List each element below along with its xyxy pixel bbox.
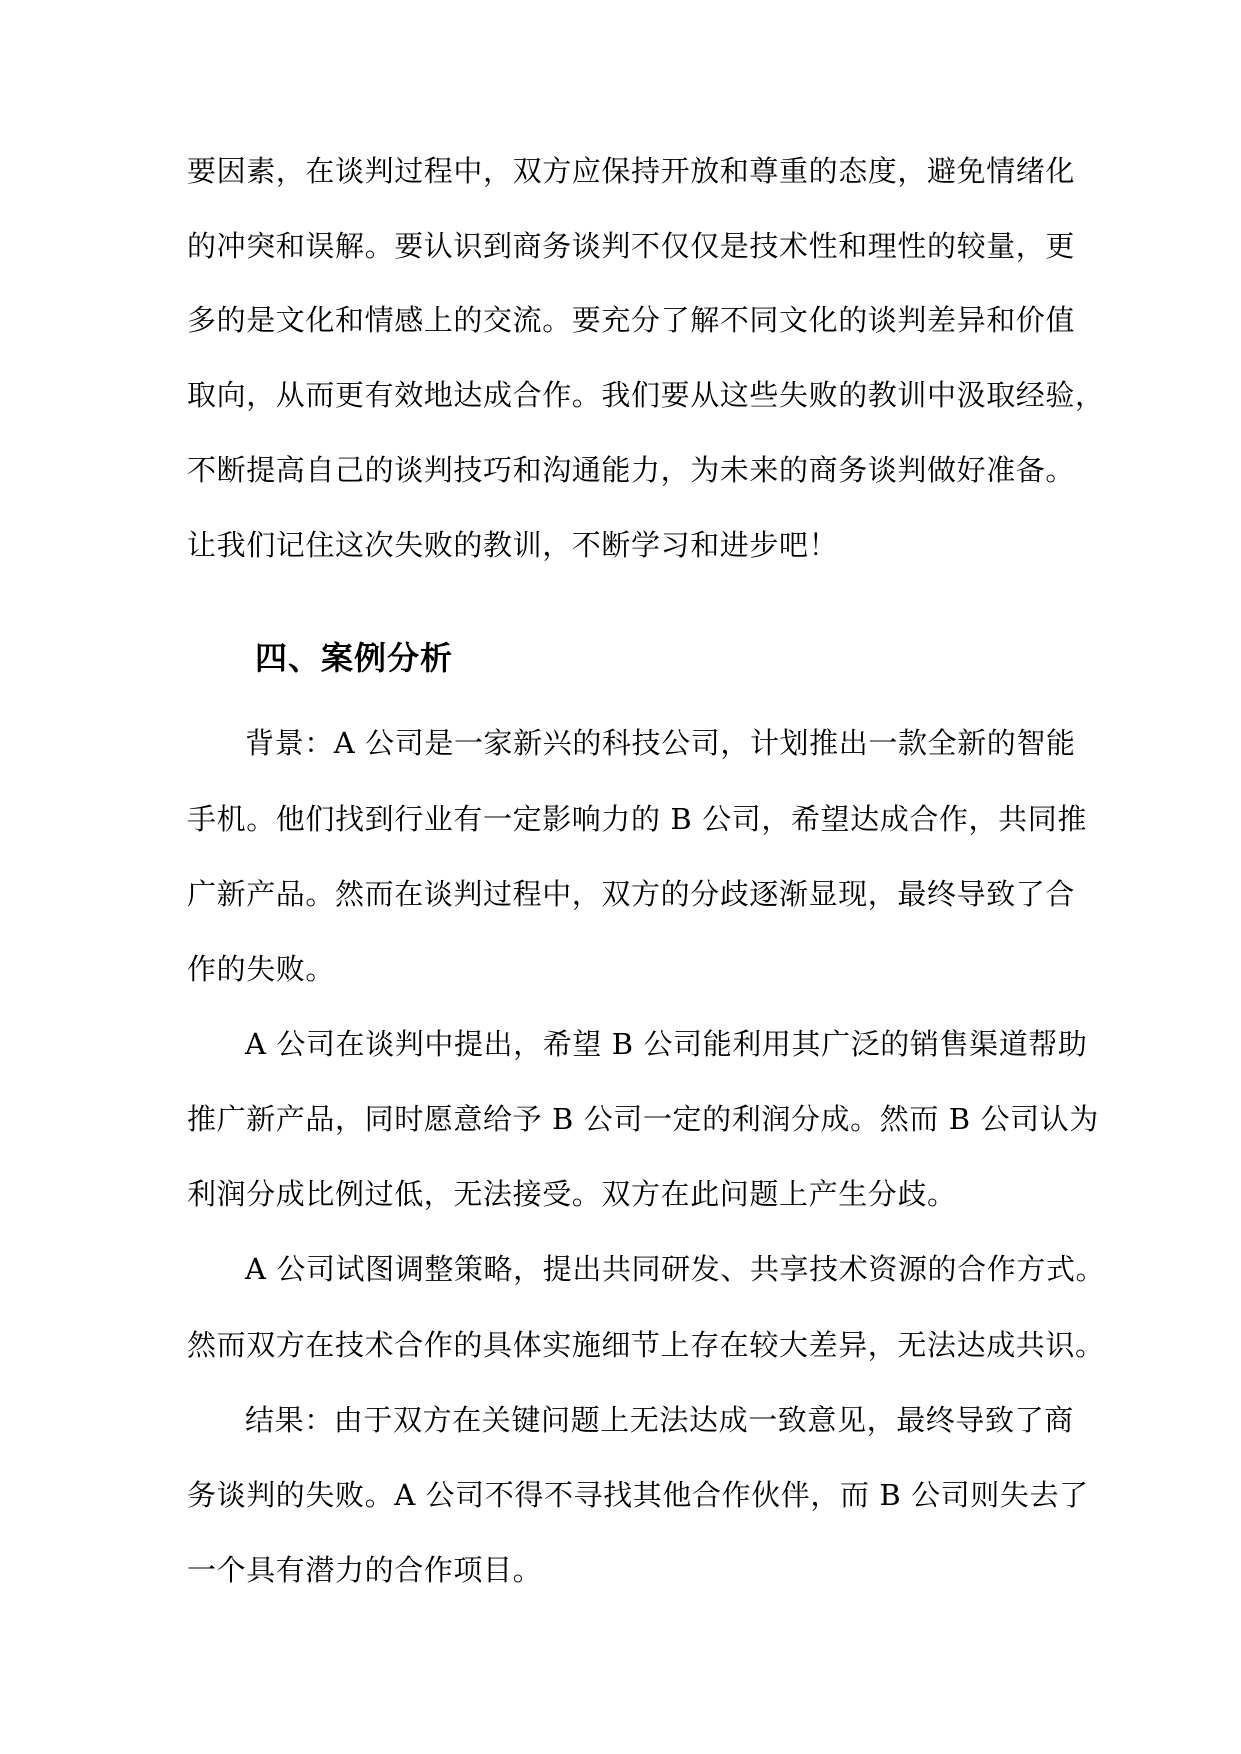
section-heading: 四、案例分析 bbox=[255, 639, 454, 677]
intro-line-1: 要因素，在谈判过程中，双方应保持开放和尊重的态度，避免情绪化 bbox=[187, 154, 1076, 188]
result-line-1: 结果：由于双方在关键问题上无法达成一致意见，最终导致了商 bbox=[245, 1403, 1074, 1437]
background-line-1: 背景：A 公司是一家新兴的科技公司，计划推出一款全新的智能 bbox=[245, 726, 1076, 760]
intro-line-4: 取向，从而更有效地达成合作。我们要从这些失败的教训中汲取经验， bbox=[187, 378, 1105, 412]
proposal-line-3: 利润分成比例过低，无法接受。双方在此问题上产生分歧。 bbox=[187, 1177, 957, 1211]
background-line-4: 作的失败。 bbox=[187, 952, 336, 986]
background-line-3: 广新产品。然而在谈判过程中，双方的分歧逐渐显现，最终导致了合 bbox=[187, 877, 1076, 911]
proposal-line-1: A 公司在谈判中提出，希望 B 公司能利用其广泛的销售渠道帮助 bbox=[245, 1027, 1088, 1061]
strategy-line-1: A 公司试图调整策略，提出共同研发、共享技术资源的合作方式。 bbox=[245, 1252, 1106, 1286]
result-line-3: 一个具有潜力的合作项目。 bbox=[187, 1553, 543, 1587]
proposal-line-2: 推广新产品，同时愿意给予 B 公司一定的利润分成。然而 B 公司认为 bbox=[187, 1102, 1099, 1136]
strategy-line-2: 然而双方在技术合作的具体实施细节上存在较大差异，无法达成共识。 bbox=[187, 1328, 1105, 1362]
intro-line-6: 让我们记住这次失败的教训，不断学习和进步吧！ bbox=[187, 528, 839, 562]
result-line-2: 务谈判的失败。A 公司不得不寻找其他合作伙伴，而 B 公司则失去了 bbox=[187, 1478, 1089, 1512]
intro-line-3: 多的是文化和情感上的交流。要充分了解不同文化的谈判差异和价值 bbox=[187, 303, 1076, 337]
intro-line-2: 的冲突和误解。要认识到商务谈判不仅仅是技术性和理性的较量，更 bbox=[187, 229, 1076, 263]
background-line-2: 手机。他们找到行业有一定影响力的 B 公司，希望达成合作，共同推 bbox=[187, 802, 1087, 836]
intro-line-5: 不断提高自己的谈判技巧和沟通能力，为未来的商务谈判做好准备。 bbox=[187, 453, 1076, 487]
